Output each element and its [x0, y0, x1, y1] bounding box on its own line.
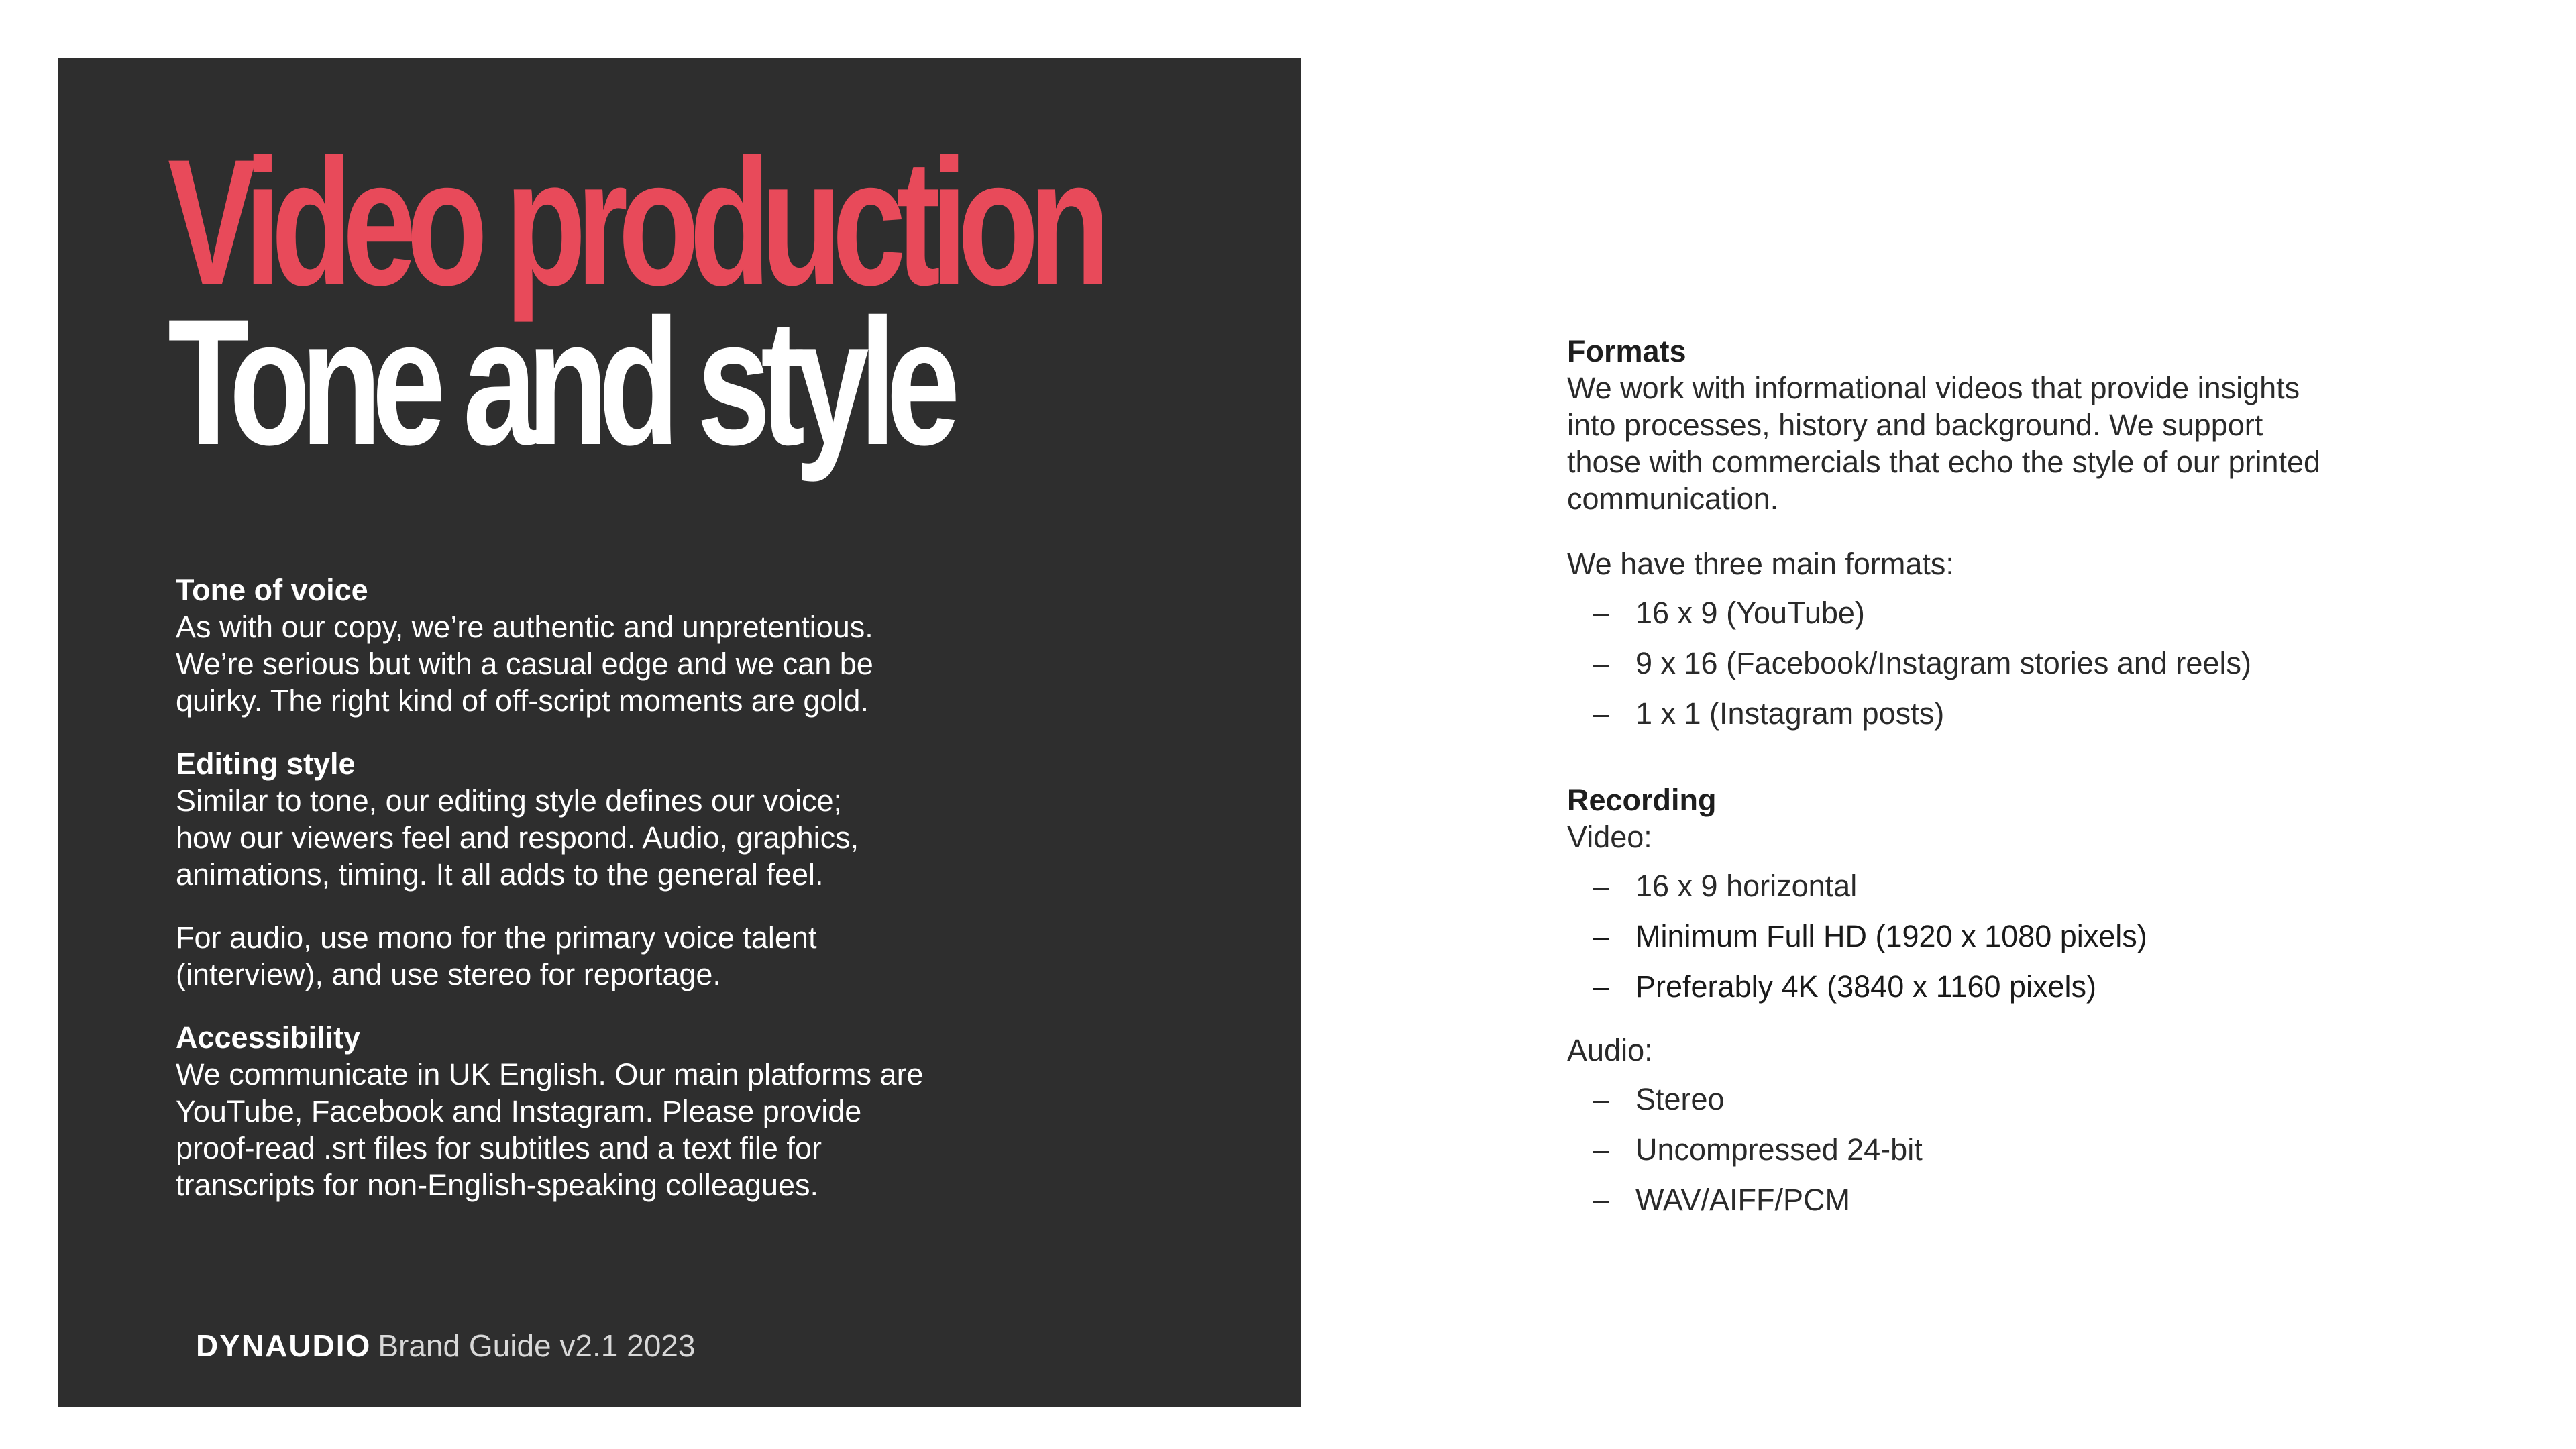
tone-of-voice-line: quirky. The right kind of off-script moments are gold. [176, 684, 869, 718]
list-item [1567, 968, 2372, 1005]
list-item [1567, 594, 2372, 631]
dash-bullet: – [1593, 919, 1610, 953]
editing-style-heading: Editing style [176, 747, 356, 781]
dash-bullet: – [1593, 1082, 1610, 1116]
format-item-text: 1 x 1 (Instagram posts) [1635, 696, 1945, 731]
list-item [1567, 1131, 2372, 1168]
video-item-text: Preferably 4K (3840 x 1160 pixels) [1635, 969, 2097, 1004]
footer [196, 1327, 695, 1364]
list-item [1567, 918, 2372, 955]
dash-bullet: – [1593, 596, 1610, 630]
editing-style-section [176, 745, 947, 893]
dash-bullet: – [1593, 969, 1610, 1004]
accessibility-line: proof-read .srt files for subtitles and a text file for [176, 1131, 822, 1165]
formats-intro: We have three main formats: [1567, 547, 1954, 581]
accessibility-heading: Accessibility [176, 1020, 361, 1055]
accessibility-line: YouTube, Facebook and Instagram. Please provide [176, 1094, 862, 1128]
tone-of-voice-heading: Tone of voice [176, 573, 368, 607]
video-item-text: Minimum Full HD (1920 x 1080 pixels) [1635, 919, 2147, 953]
accessibility-section [176, 1019, 947, 1203]
audio-note-line: (interview), and use stereo for reportage. [176, 957, 721, 991]
formats-list [1567, 594, 2372, 732]
audio-note-section [176, 919, 947, 993]
audio-item-text: WAV/AIFF/PCM [1635, 1183, 1850, 1217]
dash-bullet: – [1593, 646, 1610, 680]
list-item [1567, 645, 2372, 682]
list-item [1567, 1081, 2372, 1118]
tone-of-voice-section [176, 572, 947, 719]
video-list [1567, 867, 2372, 1005]
audio-note-line: For audio, use mono for the primary voice talent [176, 920, 817, 955]
dash-bullet: – [1593, 696, 1610, 731]
right-column [1567, 333, 2372, 1232]
dynaudio-logo: DYNAUDIO [196, 1328, 372, 1363]
left-column [176, 572, 947, 1230]
video-item-text: 16 x 9 horizontal [1635, 869, 1858, 903]
dash-bullet: – [1593, 1132, 1610, 1167]
recording-heading: Recording [1567, 783, 1717, 817]
tone-of-voice-line: We’re serious but with a casual edge and we can be [176, 647, 873, 681]
list-item [1567, 1181, 2372, 1218]
video-label: Video: [1567, 820, 1652, 854]
format-item-text: 16 x 9 (YouTube) [1635, 596, 1865, 630]
title-line-tone-and-style: Tone and style [168, 281, 951, 482]
formats-heading: Formats [1567, 334, 1686, 368]
formats-body-line: communication. [1567, 482, 1779, 516]
dash-bullet: – [1593, 1183, 1610, 1217]
page-title [168, 121, 1101, 482]
format-item-text: 9 x 16 (Facebook/Instagram stories and reels) [1635, 646, 2251, 680]
audio-list [1567, 1081, 2372, 1218]
formats-body-line: We work with informational videos that provide insights [1567, 371, 2300, 405]
footer-text: Brand Guide v2.1 2023 [378, 1328, 696, 1363]
editing-style-line: Similar to tone, our editing style defines our voice; [176, 784, 843, 818]
formats-body-line: into processes, history and background. We support [1567, 408, 2263, 442]
audio-item-text: Stereo [1635, 1082, 1725, 1116]
dash-bullet: – [1593, 869, 1610, 903]
list-item [1567, 695, 2372, 732]
audio-label: Audio: [1567, 1033, 1653, 1067]
list-item [1567, 867, 2372, 904]
formats-body-line: those with commercials that echo the style of our printed [1567, 445, 2321, 479]
editing-style-line: animations, timing. It all adds to the general feel. [176, 857, 824, 892]
audio-item-text: Uncompressed 24-bit [1635, 1132, 1923, 1167]
title-line-video-production: Video production [168, 121, 1101, 323]
tone-of-voice-line: As with our copy, we’re authentic and unpretentious. [176, 610, 873, 644]
accessibility-line: transcripts for non-English-speaking colleagues. [176, 1168, 819, 1202]
accessibility-line: We communicate in UK English. Our main platforms are [176, 1057, 924, 1091]
editing-style-line: how our viewers feel and respond. Audio, graphics, [176, 820, 859, 855]
